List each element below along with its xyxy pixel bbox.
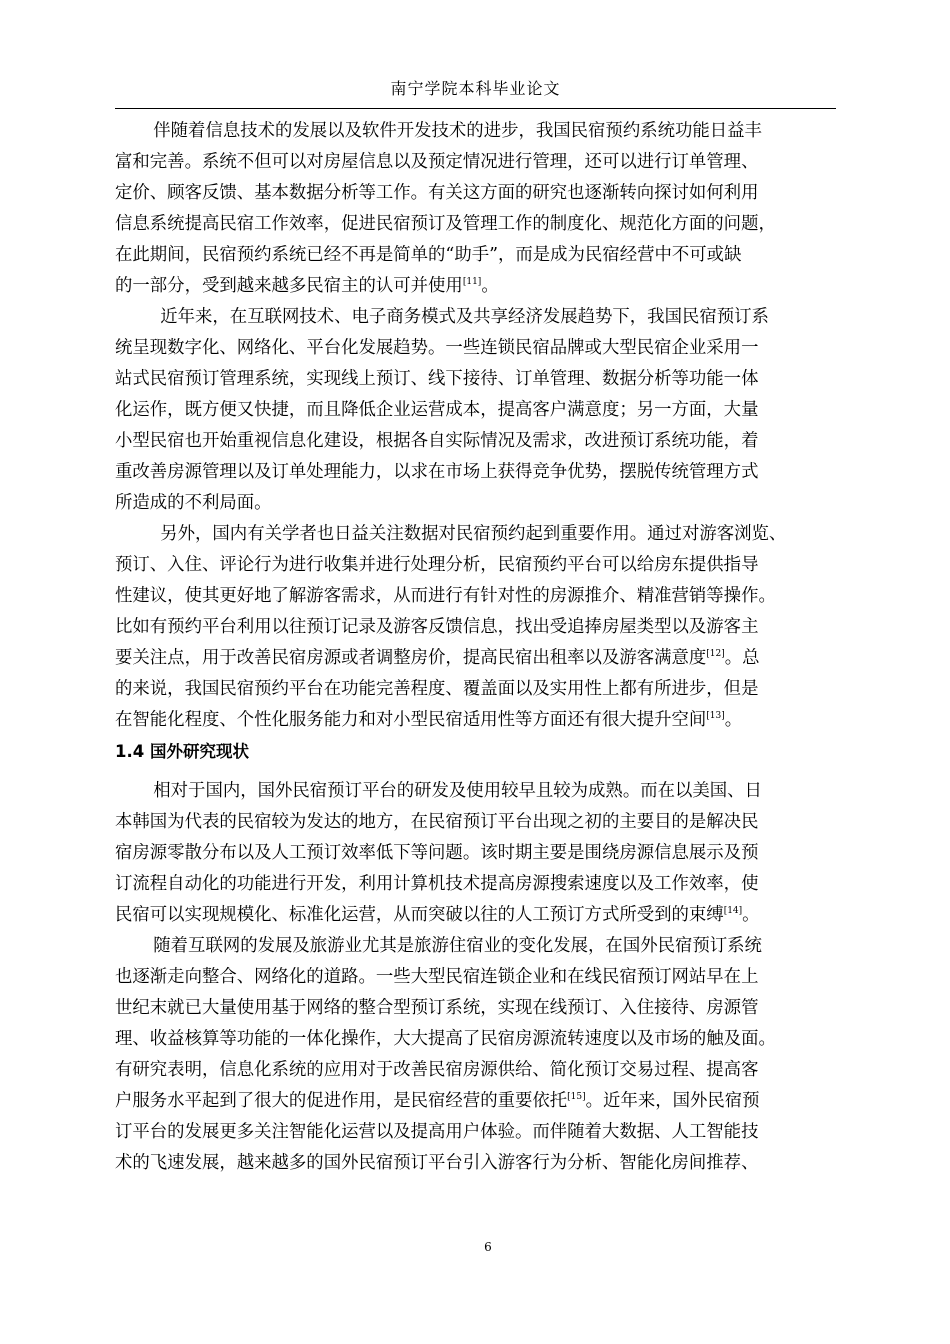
- paragraph-line: 站式民宿预订管理系统，实现线上预订、线下接待、订单管理、数据分析等功能一体: [115, 369, 759, 389]
- header-rule: [115, 108, 836, 109]
- text-run: 。总: [724, 648, 760, 668]
- citation-12: [12]: [706, 649, 725, 659]
- paragraph-line: 宿房源零散分布以及人工预订效率低下等问题。该时期主要是围绕房源信息展示及预: [115, 843, 759, 863]
- paragraph-line-last: [115, 900, 840, 931]
- paragraph-line: 小型民宿也开始重视信息化建设，根据各自实际情况及需求，改进预订系统功能，着: [115, 431, 759, 451]
- text-run: 的一部分，受到越来越多民宿主的认可并使用: [115, 276, 463, 296]
- paragraph-line: 预订、入住、评论行为进行收集并进行处理分析，民宿预约平台可以给房东提供指导: [115, 555, 759, 575]
- paragraph-line: 所造成的不利局面。: [115, 493, 272, 513]
- paragraph-line: 世纪末就已大量使用基于网络的整合型预订系统，实现在线预订、入住接待、房源管: [115, 998, 759, 1018]
- text-run: 民宿可以实现规模化、标准化运营，从而突破以往的人工预订方式所受到的束缚: [115, 905, 724, 925]
- running-header: 南宁学院本科毕业论文: [390, 79, 561, 98]
- text-run: 。: [481, 276, 499, 296]
- text-run: 要关注点，用于改善民宿房源或者调整房价，提高民宿出租率以及游客满意度: [115, 648, 707, 668]
- text-run: 。近年来，国外民宿预: [585, 1091, 760, 1111]
- paragraph-line: 性建议，使其更好地了解游客需求，从而进行有针对性的房源推介、精准营销等操作。: [115, 586, 776, 606]
- paragraph-line: 理、收益核算等功能的一体化操作，大大提高了民宿房源流转速度以及市场的触及面。: [115, 1029, 776, 1049]
- paragraph-line: 近年来，在互联网技术、电子商务模式及共享经济发展趋势下，我国民宿预订系: [160, 307, 769, 327]
- citation-13: [13]: [706, 711, 725, 721]
- text-run: 户服务水平起到了很大的促进作用，是民宿经营的重要依托: [115, 1091, 568, 1111]
- paragraph-1: [115, 116, 840, 302]
- paragraph-line: [115, 643, 840, 674]
- document-body: [115, 116, 840, 1179]
- paragraph-line: 另外，国内有关学者也日益关注数据对民宿预约起到重要作用。通过对游客浏览、: [160, 524, 787, 544]
- paragraph-3: [115, 519, 840, 736]
- paragraph-line: 化运作，既方便又快捷，而且降低企业运营成本，提高客户满意度；另一方面，大量: [115, 400, 759, 420]
- paragraph-line: 也逐渐走向整合、网络化的道路。一些大型民宿连锁企业和在线民宿预订网站早在上: [115, 967, 759, 987]
- citation-14: [14]: [723, 906, 743, 916]
- citation-15: [15]: [567, 1092, 586, 1102]
- paragraph-line: 定价、顾客反馈、基本数据分析等工作。有关这方面的研究也逐渐转向探讨如何利用: [115, 183, 759, 203]
- citation-11: [11]: [462, 277, 482, 287]
- paragraph-line-last: [115, 271, 840, 302]
- paragraph-line: 的来说，我国民宿预约平台在功能完善程度、覆盖面以及实用性上都有所进步，但是: [115, 679, 759, 699]
- paragraph-line: 重改善房源管理以及订单处理能力，以求在市场上获得竞争优势，摆脱传统管理方式: [115, 462, 759, 482]
- paragraph-line: 订流程自动化的功能进行开发，利用计算机技术提高房源搜索速度以及工作效率，使: [115, 874, 759, 894]
- paragraph-line-last: [115, 705, 840, 736]
- paragraph-line: [115, 1086, 840, 1117]
- page-number: 6: [484, 1240, 492, 1254]
- paragraph-line: 信息系统提高民宿工作效率，促进民宿预订及管理工作的制度化、规范化方面的问题，: [115, 214, 776, 234]
- paragraph-line: 订平台的发展更多关注智能化运营以及提高用户体验。而伴随着大数据、人工智能技: [115, 1122, 759, 1142]
- paragraph-line: 相对于国内，国外民宿预订平台的研发及使用较早且较为成熟。而在以美国、日: [153, 781, 762, 801]
- paragraph-line: 伴随着信息技术的发展以及软件开发技术的进步，我国民宿预约系统功能日益丰: [153, 121, 762, 141]
- paragraph-line: 统呈现数字化、网络化、平台化发展趋势。一些连锁民宿品牌或大型民宿企业采用一: [115, 338, 759, 358]
- paragraph-4: [115, 776, 840, 931]
- paragraph-line: 术的飞速发展，越来越多的国外民宿预订平台引入游客行为分析、智能化房间推荐、: [115, 1153, 759, 1173]
- section-heading: 1.4 国外研究现状: [115, 742, 249, 761]
- paragraph-5: [115, 931, 840, 1179]
- paragraph-line: 有研究表明，信息化系统的应用对于改善民宿房源供给、简化预订交易过程、提高客: [115, 1060, 759, 1080]
- paragraph-line: 富和完善。系统不但可以对房屋信息以及预定情况进行管理，还可以进行订单管理、: [115, 152, 759, 172]
- paragraph-line: 本韩国为代表的民宿较为发达的地方，在民宿预订平台出现之初的主要目的是解决民: [115, 812, 759, 832]
- text-run: 。: [724, 710, 743, 730]
- paragraph-line: 比如有预约平台利用以往预订记录及游客反馈信息，找出受追捧房屋类型以及游客主: [115, 617, 759, 637]
- text-run: 在智能化程度、个性化服务能力和对小型民宿适用性等方面还有很大提升空间: [115, 710, 707, 730]
- paragraph-2: [115, 302, 840, 519]
- paragraph-line: 随着互联网的发展及旅游业尤其是旅游住宿业的变化发展，在国外民宿预订系统: [153, 936, 762, 956]
- text-run: 。: [742, 905, 760, 925]
- paragraph-line: 在此期间，民宿预约系统已经不再是简单的“助手”，而是成为民宿经营中不可或缺: [115, 245, 742, 265]
